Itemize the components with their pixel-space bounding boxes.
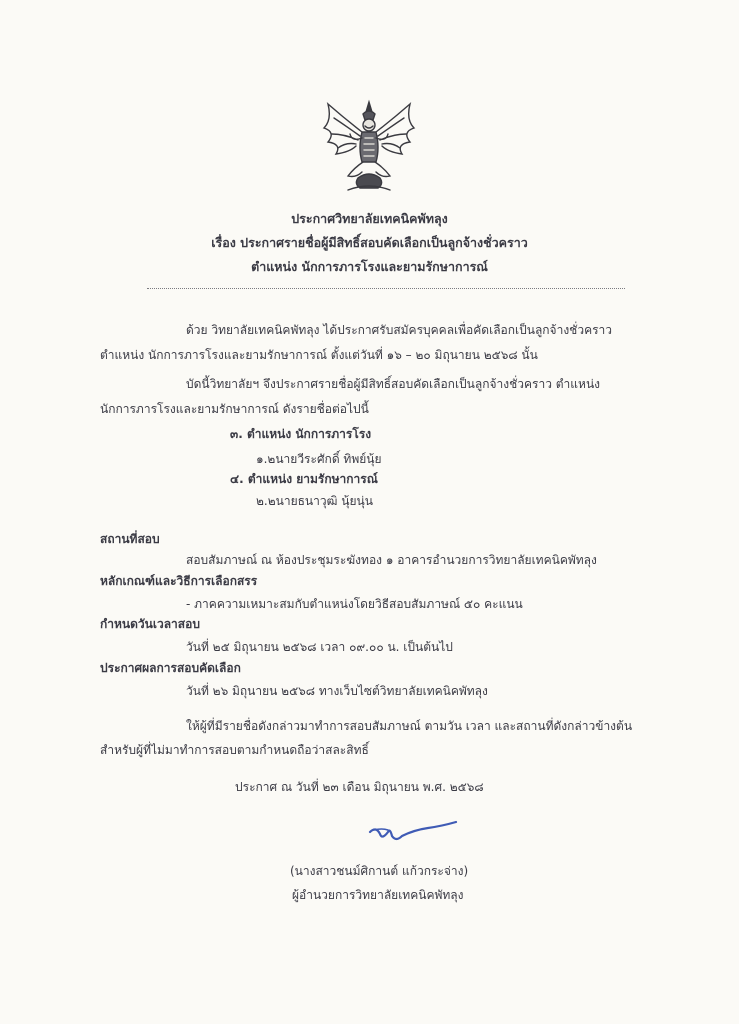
result-text: วันที่ ๒๖ มิถุนายน ๒๕๖๘ ทางเว็บไซต์วิทยาลัยเทคนิคพัทลุง <box>186 684 488 698</box>
result-heading: ประกาศผลการสอบคัดเลือก <box>100 661 241 675</box>
intro-paragraph-1-line-1: ด้วย วิทยาลัยเทคนิคพัทลุง ได้ประกาศรับสมัครบุคคลเพื่อคัดเลือกเป็นลูกจ้างชั่วคราว <box>186 323 613 337</box>
announcement-date: ประกาศ ณ วันที่ ๒๓ เดือน มิถุนายน พ.ศ. ๒๕๖๘ <box>235 780 484 794</box>
closing-line-1: ให้ผู้ที่มีรายชื่อดังกล่าวมาทำการสอบสัมภาษณ์ ตามวัน เวลา และสถานที่ดังกล่าวข้างต้น <box>186 719 633 733</box>
announcement-title: ประกาศวิทยาลัยเทคนิคพัทลุง <box>291 211 448 226</box>
announcement-subject: เรื่อง ประกาศรายชื่อผู้มีสิทธิ์สอบคัดเลือกเป็นลูกจ้างชั่วคราว <box>211 235 528 250</box>
criteria-text: - ภาคความเหมาะสมกับตำแหน่งโดยวิธีสอบสัมภาษณ์ ๕๐ คะแนน <box>186 597 523 611</box>
candidate-name: ๒.๒นายธนาวุฒิ นุ้ยนุ่น <box>256 494 373 508</box>
intro-paragraph-1-line-2: ตำแหน่ง นักการภารโรงและยามรักษาการณ์ ตั้งแต่วันที่ ๑๖ – ๒๐ มิถุนายน ๒๕๖๘ นั้น <box>100 348 538 362</box>
closing-line-2: สำหรับผู้ที่ไม่มาทำการสอบตามกำหนดถือว่าสละสิทธิ์ <box>100 743 369 757</box>
garuda-emblem-icon <box>318 98 420 196</box>
venue-text: สอบสัมภาษณ์ ณ ห้องประชุมระฆังทอง ๑ อาคารอำนวยการวิทยาลัยเทคนิคพัทลุง <box>186 553 597 567</box>
intro-paragraph-2-line-2: นักการภารโรงและยามรักษาการณ์ ดังรายชื่อต่อไปนี้ <box>100 402 369 416</box>
position-heading: ๓. ตำแหน่ง นักการภารโรง <box>230 427 372 441</box>
header-divider <box>147 288 625 289</box>
schedule-heading: กำหนดวันเวลาสอบ <box>100 617 200 631</box>
candidate-name: ๑.๒นายวีระศักดิ์ ทิพย์นุ้ย <box>256 452 382 466</box>
venue-heading: สถานที่สอบ <box>100 532 160 546</box>
schedule-text: วันที่ ๒๕ มิถุนายน ๒๕๖๘ เวลา ๐๙.๐๐ น. เป็นต้นไป <box>186 640 453 654</box>
criteria-heading: หลักเกณฑ์และวิธีการเลือกสรร <box>100 574 258 588</box>
announcement-position: ตำแหน่ง นักการภารโรงและยามรักษาการณ์ <box>251 259 488 274</box>
handwritten-signature <box>362 818 462 852</box>
signatory-title: ผู้อำนวยการวิทยาลัยเทคนิคพัทลุง <box>292 888 464 902</box>
position-heading: ๔. ตำแหน่ง ยามรักษาการณ์ <box>230 472 378 486</box>
signatory-name: (นางสาวชนม์ศิกานต์ แก้วกระจ่าง) <box>290 864 469 878</box>
intro-paragraph-2-line-1: บัดนี้วิทยาลัยฯ จึงประกาศรายชื่อผู้มีสิทธิ์สอบคัดเลือกเป็นลูกจ้างชั่วคราว ตำแหน่ง <box>186 377 601 391</box>
